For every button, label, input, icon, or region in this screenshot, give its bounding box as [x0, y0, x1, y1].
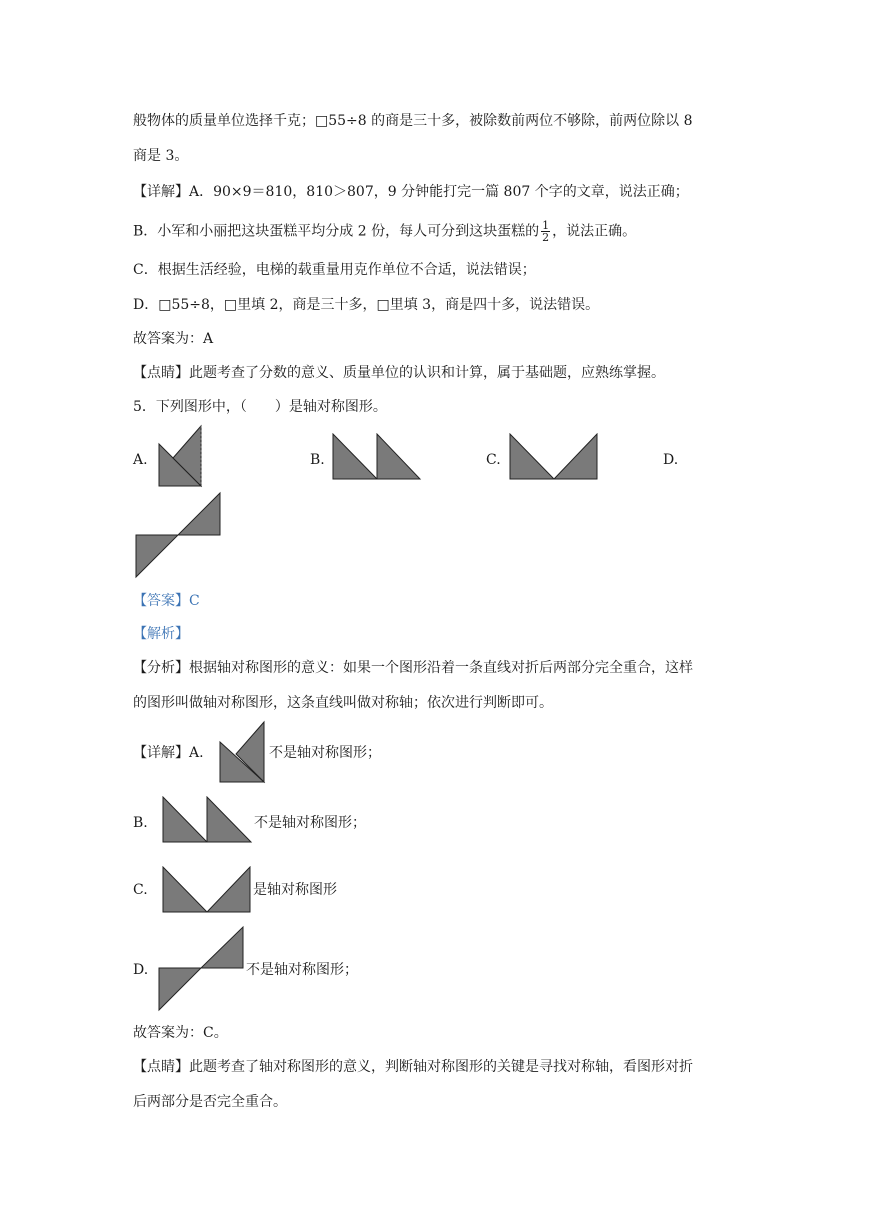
option-b-shape	[332, 433, 422, 481]
detail-c-text: 是轴对称图形	[253, 882, 337, 898]
detail-c-label: C.	[133, 882, 148, 898]
answer-line-c: 故答案为：C。	[133, 1025, 228, 1041]
text-line-2: 商是 3。	[133, 148, 189, 164]
detail-b-shape	[162, 796, 254, 844]
answer-line-a: 故答案为：A	[133, 331, 214, 347]
fraction-one-half: $\frac{1}{2}$	[542, 219, 550, 244]
dianjing-line-2a: 【点睛】此题考查了轴对称图形的意义，判断轴对称图形的关键是寻找对称轴，看图形对折	[133, 1059, 693, 1075]
dianjing-line-2b: 后两部分是否完全重合。	[133, 1094, 287, 1110]
detail-a-text: 不是轴对称图形；	[269, 745, 381, 761]
detail-d-shape	[157, 925, 247, 1013]
answer-heading: 【答案】C	[133, 593, 200, 609]
dianjing-line: 【点睛】此题考查了分数的意义、质量单位的认识和计算，属于基础题，应熟练掌握。	[133, 365, 665, 381]
analysis-line-1: 【分析】根据轴对称图形的意义：如果一个图形沿着一条直线对折后两部分完全重合，这样	[133, 660, 693, 676]
option-d-label: D.	[663, 452, 679, 468]
detail-a-shape	[218, 720, 268, 784]
detail-d-line: D．□55÷8，□里填 2，商是三十多，□里填 3，商是四十多，说法错误。	[133, 297, 600, 313]
option-d-shape	[134, 491, 224, 581]
detail-b-text: 不是轴对称图形；	[254, 815, 366, 831]
detail-b-label: B.	[133, 815, 148, 831]
option-c-label: C.	[486, 452, 501, 468]
analysis-line-2: 的图形叫做轴对称图形，这条直线叫做对称轴；依次进行判断即可。	[133, 695, 553, 711]
detail-b-line	[133, 220, 636, 243]
question-5: 5．下列图形中，（ ）是轴对称图形。	[133, 399, 387, 415]
detail-d-label: D.	[133, 962, 149, 978]
option-a-shape	[157, 424, 205, 488]
detail-b-text: B．小军和小丽把这块蛋糕平均分成 2 份，每人可分到这块蛋糕的	[133, 223, 540, 240]
detail-c-shape	[162, 866, 252, 914]
detail-d-text: 不是轴对称图形；	[246, 962, 358, 978]
jiexi-heading: 【解析】	[133, 626, 189, 642]
option-c-shape	[509, 433, 599, 481]
detail-a-line: 【详解】A．90×9＝810，810＞807，9 分钟能打完一篇 807 个字的文章，说法正确；	[133, 184, 689, 200]
option-a-label: A.	[133, 452, 148, 468]
detail-prefix: 【详解】A.	[133, 745, 204, 761]
option-b-label: B.	[310, 452, 325, 468]
text-line-1: 般物体的质量单位选择千克；□55÷8 的商是三十多，被除数前两位不够除，前两位除以 8	[133, 113, 693, 129]
detail-c-line: C．根据生活经验，电梯的载重量用克作单位不合适，说法错误；	[133, 262, 536, 278]
detail-b-text-end: ，说法正确。	[552, 223, 637, 240]
